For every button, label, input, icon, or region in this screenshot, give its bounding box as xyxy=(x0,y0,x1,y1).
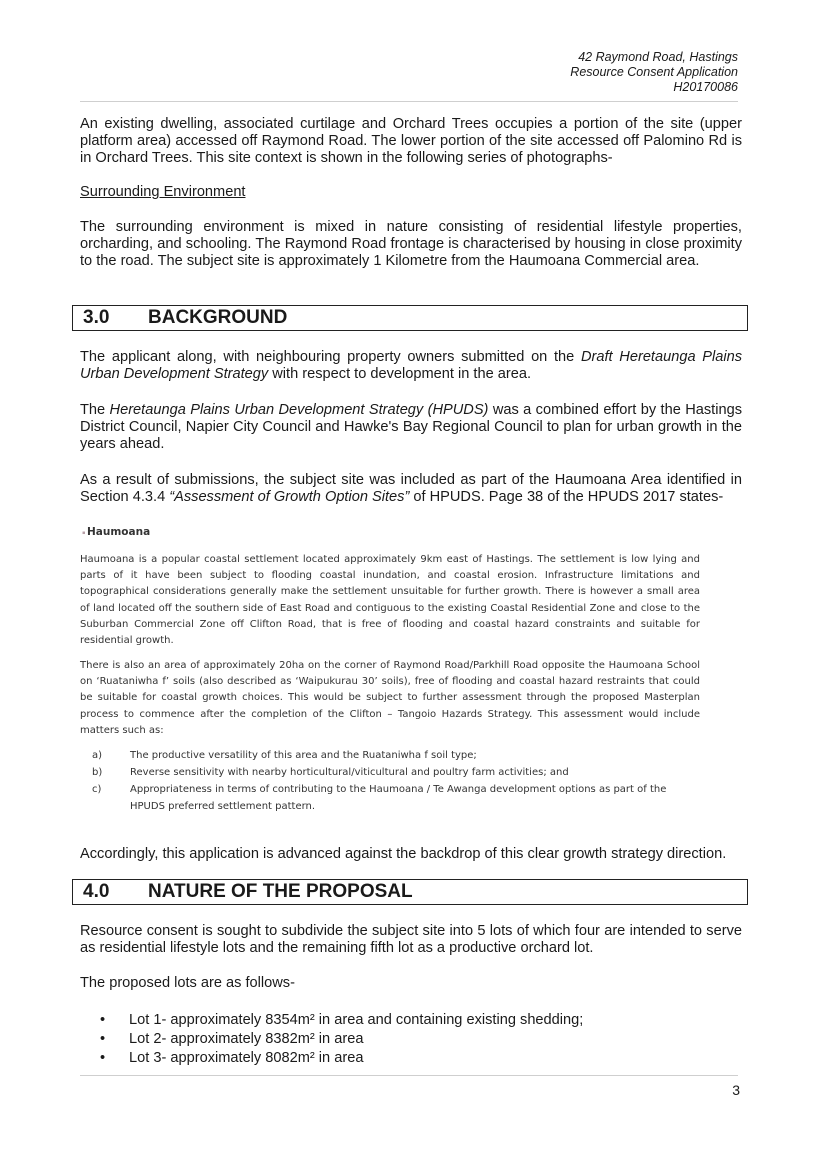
section-heading-proposal xyxy=(72,879,748,905)
header-divider xyxy=(80,101,738,102)
section-title: BACKGROUND xyxy=(148,307,288,328)
list-item: • Lot 2- approximately 8382m² in area xyxy=(100,1031,364,1047)
list-item: • Lot 1- approximately 8354m² in area and containing existing shedding; xyxy=(100,1012,584,1028)
section-number: 4.0 xyxy=(83,881,110,902)
background-paragraph-2: The Heretaunga Plains Urban Development Strategy (HPUDS) was a combined effort by the Hastings District Council, Napier City Council and Hawke's Bay Regional Council to plan for urban growth in the years ahead. xyxy=(80,402,742,452)
section-number: 3.0 xyxy=(83,307,110,328)
growth-strategy-paragraph: Accordingly, this application is advanced against the backdrop of this clear growth strategy direction. xyxy=(80,846,727,862)
list-item: • Lot 3- approximately 8082m² in area xyxy=(100,1050,364,1066)
page-header xyxy=(570,50,738,95)
quote-paragraph-1: Haumoana is a popular coastal settlement located approximately 9km east of Hastings. The settlement is low lying and parts of it have been subject to flooding coastal inundation, and coastal erosion. Infrastructure limitations and topographical considerations generally make the settlement unsuitable for further growth. There is however a small area of land located off the southern side of East Road and contiguous to the existing Coastal Residential Zone and close to the Suburban Commercial Zone off Clifton Road, that is free of flooding and coastal hazard constraints and suitable for residential growth. xyxy=(80,554,700,647)
background-paragraph-3: As a result of submissions, the subject site was included as part of the Haumoana Area identified in Section 4.3.4 “Assessment of Growth Option Sites” of HPUDS. Page 38 of the HPUDS 2017 states- xyxy=(80,472,742,505)
background-paragraph-1: The applicant along, with neighbouring property owners submitted on the Draft Heretaunga Plains Urban Development Strategy with respect to development in the area. xyxy=(80,349,743,382)
quote-bullet: ▪ xyxy=(82,528,86,539)
page-number: 3 xyxy=(732,1082,740,1098)
quote-heading: Haumoana xyxy=(87,526,151,538)
quote-list-item: c) Appropriateness in terms of contributing to the Haumoana / Te Awanga development options as part of the HPUDS preferred settlement pattern. xyxy=(92,784,667,812)
proposal-paragraph-2: The proposed lots are as follows- xyxy=(80,975,295,991)
quote-list-item: b) Reverse sensitivity with nearby horticultural/viticultural and poultry farm activities; and xyxy=(92,767,569,779)
section-heading-background xyxy=(72,305,748,331)
quote-list xyxy=(92,748,702,816)
quote-list-item: a) The productive versatility of this area and the Ruataniwha f soil type; xyxy=(92,750,477,761)
header-address: 42 Raymond Road, Hastings xyxy=(578,50,738,64)
quote-paragraph-2: There is also an area of approximately 20ha on the corner of Raymond Road/Parkhill Road opposite the Haumoana School on ‘Ruataniwha f’ soils (also described as ‘Waipukurau 30’ soils), free of flooding and coastal hazard restraints that could be suitable for coastal growth choices. This would be subject to further assessment through the proposed Masterplan process to commence after the completion of the Clifton – Tangoio Hazards Strategy. This assessment would include matters such as: xyxy=(80,660,700,736)
surrounding-environment-paragraph: The surrounding environment is mixed in nature consisting of residential lifestyle properties, orcharding, and schooling. The Raymond Road frontage is characterised by housing in close proximity to the road. The subject site is approximately 1 Kilometre from the Haumoana Commercial area. xyxy=(80,219,742,269)
header-reference: H20170086 xyxy=(673,80,738,94)
surrounding-environment-heading: Surrounding Environment xyxy=(80,184,246,200)
proposal-paragraph-1: Resource consent is sought to subdivide the subject site into 5 lots of which four are intended to serve as residential lifestyle lots and the remaining fifth lot as a productive orchard lot. xyxy=(80,923,742,956)
proposed-lots-list xyxy=(100,1011,740,1068)
section-title: NATURE OF THE PROPOSAL xyxy=(148,881,413,902)
footer-divider xyxy=(80,1075,738,1076)
header-application: Resource Consent Application xyxy=(570,65,738,79)
intro-paragraph: An existing dwelling, associated curtilage and Orchard Trees occupies a portion of the site (upper platform area) accessed off Raymond Road. The lower portion of the site accessed off Palomino Rd is in Orchard Trees. This site context is shown in the following series of photographs- xyxy=(80,116,742,166)
